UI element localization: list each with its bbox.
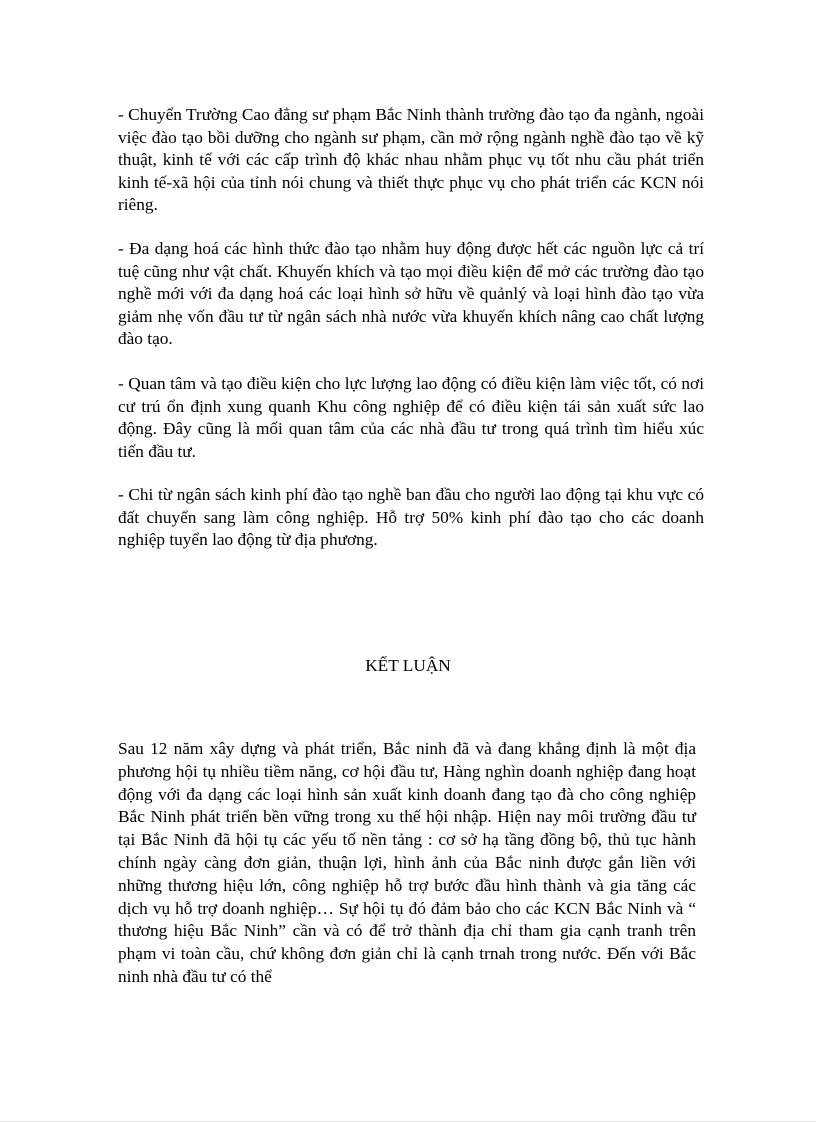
paragraph-diversify-training: - Đa dạng hoá các hình thức đào tạo nhằm huy động được hết các nguồn lực cả trí tuệ cũng như vật chất. Khuyến khích và tạo mọi điều kiện để mở các trường đào tạo nghề mới với đa dạng hoá các loại hình sở hữu về quảnlý và loại hình đào tạo vừa giảm nhẹ vốn đầu tư từ ngân sách nhà nước vừa khuyến khích nâng cao chất lượng đào tạo. [118, 239, 704, 349]
conclusion-paragraph: Sau 12 năm xây dựng và phát triển, Bắc ninh đã và đang khẳng định là một địa phương hội tụ nhiều tiềm năng, cơ hội đầu tư, Hàng nghìn doanh nghiệp đang hoạt động với đa dạng các loại hình sản xuất kinh doanh đang tạo đà cho công nghiệp Bắc Ninh phát triển bền vững trong xu thế hội nhập. Hiện nay môi trường đầu tư tại Bắc Ninh đã hội tụ các yếu tố nền tảng : cơ sở hạ tầng đồng bộ, thủ tục hành chính ngày càng đơn giản, thuận lợi, hình ảnh của Bắc ninh được gắn liền với những thương hiệu lớn, công nghiệp hỗ trợ bước đầu hình thành và gia tăng các dịch vụ hỗ trợ doanh nghiệp… Sự hội tụ đó đảm bảo cho các KCN Bắc Ninh và “ thương hiệu Bắc Ninh” cần và có để trở thành địa chỉ tham gia cạnh tranh trên phạm vi toàn cầu, chứ không đơn giản chỉ là cạnh trnah trong nước. Đến với Bắc ninh nhà đầu tư có thể [118, 739, 696, 986]
conclusion-heading: KẾT LUẬN [365, 656, 451, 675]
paragraph-labor-conditions: - Quan tâm và tạo điều kiện cho lực lượng lao động có điều kiện làm việc tốt, có nơi cư trú ổn định xung quanh Khu công nghiệp để có điều kiện tái sản xuất sức lao động. Đây cũng là mối quan tâm của các nhà đầu tư trong quá trình tìm hiểu xúc tiến đầu tư. [118, 374, 704, 461]
paragraph-training-budget: - Chi từ ngân sách kinh phí đào tạo nghề ban đầu cho người lao động tại khu vực có đất chuyển sang làm công nghiệp. Hỗ trợ 50% kinh phí đào tạo cho các doanh nghiệp tuyển lao động từ địa phương. [118, 485, 704, 550]
paragraph-training-college: - Chuyển Trường Cao đẳng sư phạm Bắc Ninh thành trường đào tạo đa ngành, ngoài việc đào tạo bồi dưỡng cho ngành sư phạm, cần mở rộng ngành nghề đào tạo về kỹ thuật, kinh tế với các cấp trình độ khác nhau nhằm phục vụ tốt nhu cầu phát triển kinh tế-xã hội của tỉnh nói chung và thiết thực phục vụ cho phát triển các KCN nói riêng. [118, 105, 704, 215]
page-bottom-divider [0, 1121, 816, 1122]
